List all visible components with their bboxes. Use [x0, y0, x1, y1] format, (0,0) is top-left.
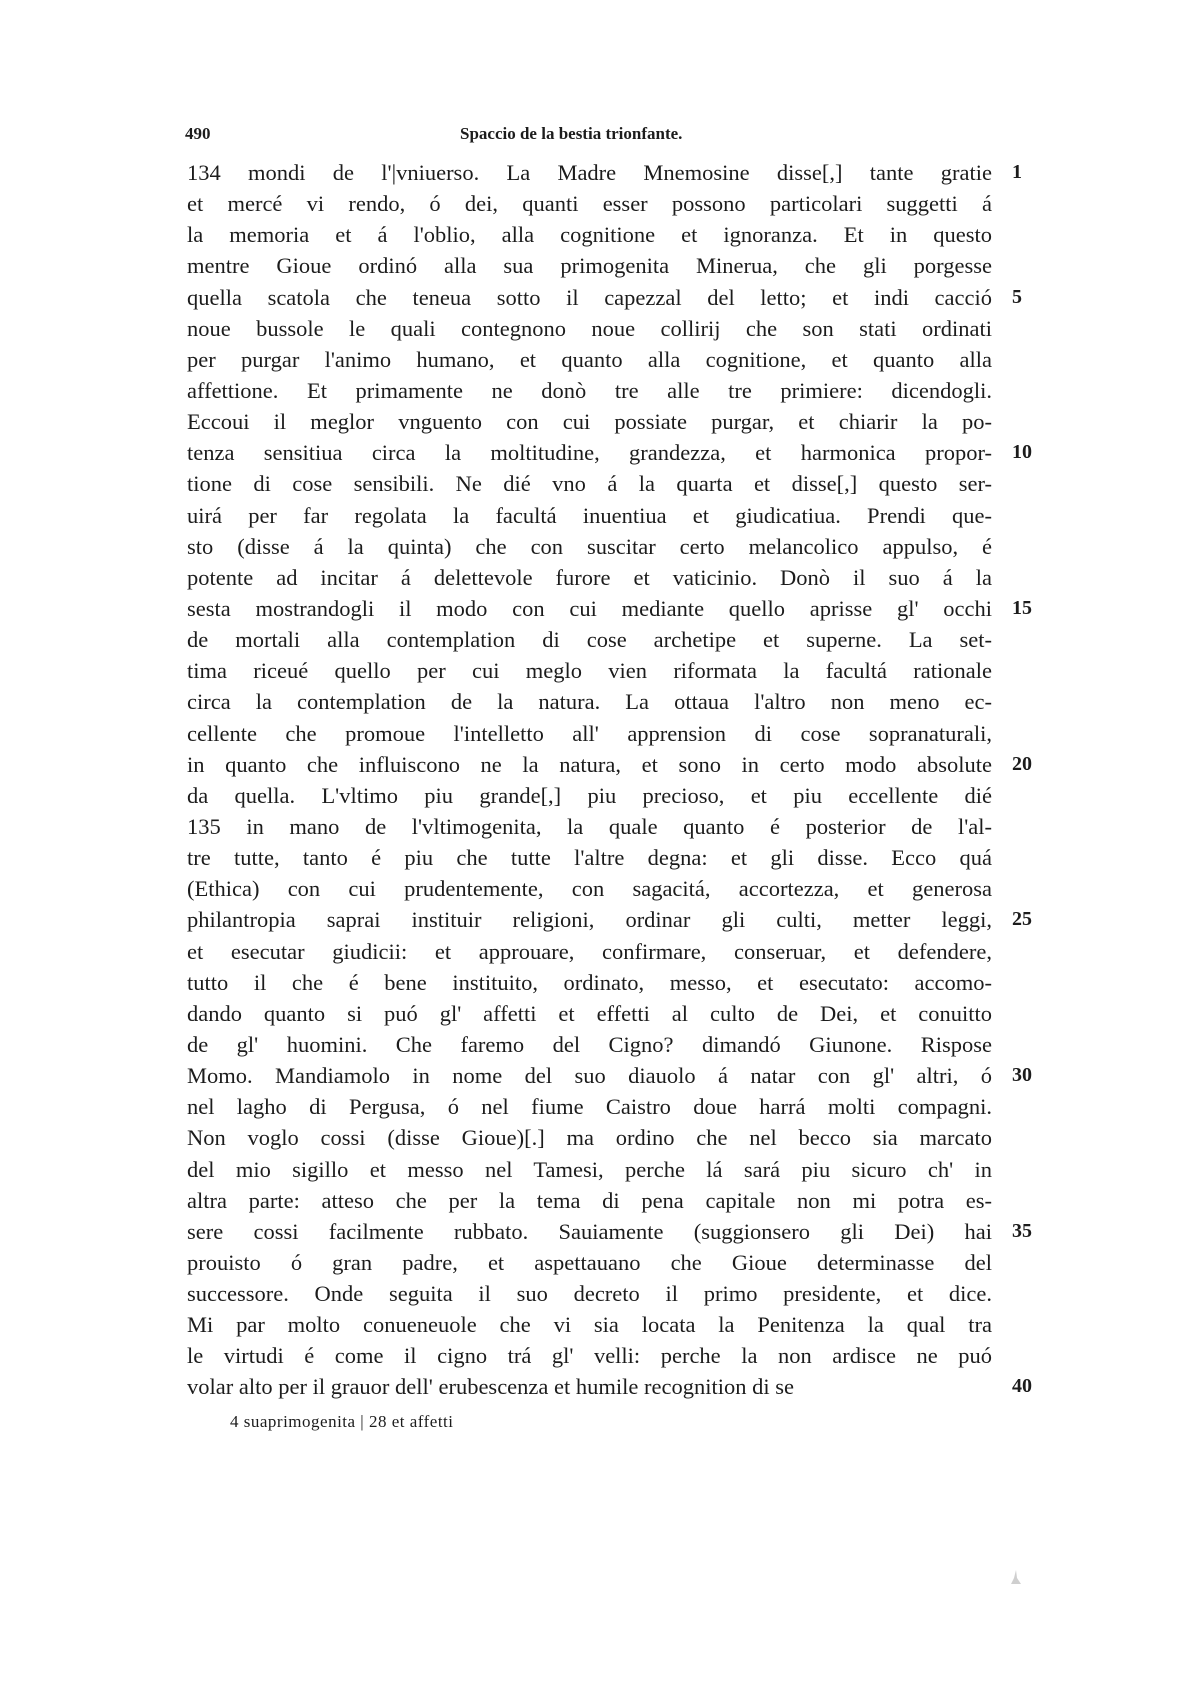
- text-line: [187, 188, 992, 219]
- text-line: [187, 1060, 1032, 1091]
- text-line: [187, 1154, 992, 1185]
- line-text: affettione. Et primamente ne donò tre alle tre primiere: dicendogli.: [187, 377, 992, 403]
- footnote: 4 suaprimogenita | 28 et affetti: [230, 1412, 454, 1431]
- line-text: dando quanto si puó gl' affetti et effetti al culto de Dei, et conuitto: [187, 1000, 992, 1026]
- line-text: noue bussole le quali contegnono noue collirij che son stati ordinati: [187, 315, 992, 341]
- line-text: et mercé vi rendo, ó dei, quanti esser possono particolari suggetti á: [187, 191, 992, 217]
- text-line: [187, 1122, 992, 1153]
- line-text: del mio sigillo et messo nel Tamesi, perche lá sará piu sicuro ch' in: [187, 1156, 992, 1182]
- text-line: [187, 1247, 992, 1278]
- text-line: [187, 282, 1022, 313]
- text-line: [187, 437, 1032, 468]
- line-text: 134 mondi de l'|vniuerso. La Madre Mnemosine disse[,] tante gratie: [187, 160, 992, 185]
- line-text: tre tutte, tanto é piu che tutte l'altre degna: et gli disse. Ecco quá: [187, 845, 992, 871]
- text-line: [187, 1340, 992, 1371]
- line-text: de mortali alla contemplation di cose archetipe et superne. La set-: [187, 627, 992, 653]
- text-line: [187, 1371, 1032, 1402]
- line-text: la memoria et á l'oblio, alla cognitione et ignoranza. Et in questo: [187, 222, 992, 248]
- running-head: [185, 124, 985, 148]
- text-line: [187, 718, 992, 749]
- text-line: [187, 157, 1022, 188]
- line-text: prouisto ó gran padre, et aspettauano che Gioue determinasse del: [187, 1249, 992, 1275]
- line-text: altra parte: atteso che per la tema di pena capitale non mi potra es-: [187, 1187, 992, 1213]
- line-text: da quella. L'vltimo piu grande[,] piu precioso, et piu eccellente dié: [187, 782, 992, 808]
- line-text: sto (disse á la quinta) che con suscitar certo melancolico appulso, é: [187, 533, 992, 559]
- text-line: [187, 1278, 992, 1309]
- text-line: [187, 686, 992, 717]
- line-text: tutto il che é bene instituito, ordinato, messo, et esecutato: accomo-: [187, 969, 992, 995]
- line-text: volar alto per il grauor dell' erubescenza et humile recognition di se: [187, 1374, 794, 1400]
- text-line: [187, 500, 992, 531]
- text-line: [187, 811, 992, 842]
- text-line: [187, 1029, 992, 1060]
- line-text: per purgar l'animo humano, et quanto alla cognitione, et quanto alla: [187, 346, 992, 372]
- running-title: Spaccio de la bestia trionfante.: [460, 124, 683, 143]
- line-text: sere cossi facilmente rubbato. Sauiamente (suggionsero gli Dei) hai: [187, 1218, 992, 1244]
- text-line: [187, 375, 992, 406]
- line-number: 25: [1012, 908, 1032, 931]
- line-text: Eccoui il meglor vnguento con cui possiate purgar, et chiarir la po-: [187, 409, 992, 435]
- text-line: [187, 998, 992, 1029]
- line-number: 20: [1012, 752, 1032, 775]
- line-text: circa la contemplation de la natura. La ottaua l'altro non meno ec-: [187, 689, 992, 715]
- line-text: cellente che promoue l'intelletto all' apprension di cose sopranaturali,: [187, 720, 992, 746]
- text-line: [187, 749, 1032, 780]
- text-line: [187, 1091, 992, 1122]
- text-line: [187, 1309, 992, 1340]
- line-text: sesta mostrandogli il modo con cui mediante quello aprisse gl' occhi: [187, 595, 992, 621]
- text-line: [187, 842, 992, 873]
- text-line: [187, 219, 992, 250]
- line-text: successore. Onde seguita il suo decreto il primo presidente, et dice.: [187, 1281, 992, 1307]
- page-number: 490: [185, 124, 211, 143]
- line-number: 40: [1012, 1375, 1032, 1398]
- line-text: Non voglo cossi (disse Gioue)[.] ma ordino che nel becco sia marcato: [187, 1125, 992, 1151]
- text-line: [187, 655, 992, 686]
- text-line: [187, 873, 992, 904]
- line-text: Mi par molto conueneuole che vi sia locata la Penitenza la qual tra: [187, 1312, 992, 1338]
- line-text: de gl' huomini. Che faremo del Cigno? dimandó Giunone. Rispose: [187, 1031, 992, 1057]
- text-line: [187, 468, 992, 499]
- line-text: tenza sensitiua circa la moltitudine, grandezza, et harmonica propor-: [187, 440, 992, 466]
- text-line: [187, 936, 992, 967]
- line-text: in quanto che influiscono ne la natura, et sono in certo modo absolute: [187, 751, 992, 777]
- line-number: 35: [1012, 1219, 1032, 1242]
- line-text: et esecutar giudicii: et approuare, confirmare, conseruar, et defendere,: [187, 938, 992, 964]
- text-line: [187, 1216, 1032, 1247]
- line-number: 30: [1012, 1064, 1032, 1087]
- line-text: tima riceué quello per cui meglo vien riformata la facultá rationale: [187, 658, 992, 684]
- text-line: [187, 313, 992, 344]
- line-text: le virtudi é come il cigno trá gl' velli: perche la non ardisce ne puó: [187, 1343, 992, 1369]
- line-text: Momo. Mandiamolo in nome del suo diauolo á natar con gl' altri, ó: [187, 1063, 992, 1089]
- text-line: [187, 406, 992, 437]
- text-line: [187, 344, 992, 375]
- text-line: [187, 904, 1032, 935]
- line-text: mentre Gioue ordinó alla sua primogenita Minerua, che gli porgesse: [187, 253, 992, 279]
- line-number: 1: [1012, 161, 1022, 183]
- line-text: quella scatola che teneua sotto il capezzal del letto; et indi cacció: [187, 284, 992, 310]
- text-line: [187, 624, 992, 655]
- line-text: (Ethica) con cui prudentemente, con sagacitá, accortezza, et generosa: [187, 876, 992, 902]
- text-line: [187, 967, 992, 998]
- line-text: uirá per far regolata la facultá inuentiua et giudicatiua. Prendi que-: [187, 502, 992, 528]
- line-text: tione di cose sensibili. Ne dié vno á la quarta et disse[,] questo ser-: [187, 471, 992, 497]
- text-line: [187, 562, 992, 593]
- text-line: [187, 780, 992, 811]
- main-text: [187, 157, 1032, 1403]
- text-line: [187, 1185, 992, 1216]
- line-number: 5: [1012, 285, 1022, 308]
- scan-speck-icon: [1011, 1570, 1021, 1584]
- line-number: 10: [1012, 441, 1032, 464]
- line-number: 15: [1012, 596, 1032, 619]
- line-text: philantropia saprai instituir religioni, ordinar gli culti, metter leggi,: [187, 907, 992, 933]
- text-line: [187, 531, 992, 562]
- line-text: 135 in mano de l'vltimogenita, la quale quanto é posterior de l'al-: [187, 813, 992, 839]
- line-text: potente ad incitar á delettevole furore et vaticinio. Donò il suo á la: [187, 564, 992, 590]
- text-line: [187, 250, 992, 281]
- text-line: [187, 593, 1032, 624]
- line-text: nel lagho di Pergusa, ó nel fiume Caistro doue harrá molti compagni.: [187, 1094, 992, 1120]
